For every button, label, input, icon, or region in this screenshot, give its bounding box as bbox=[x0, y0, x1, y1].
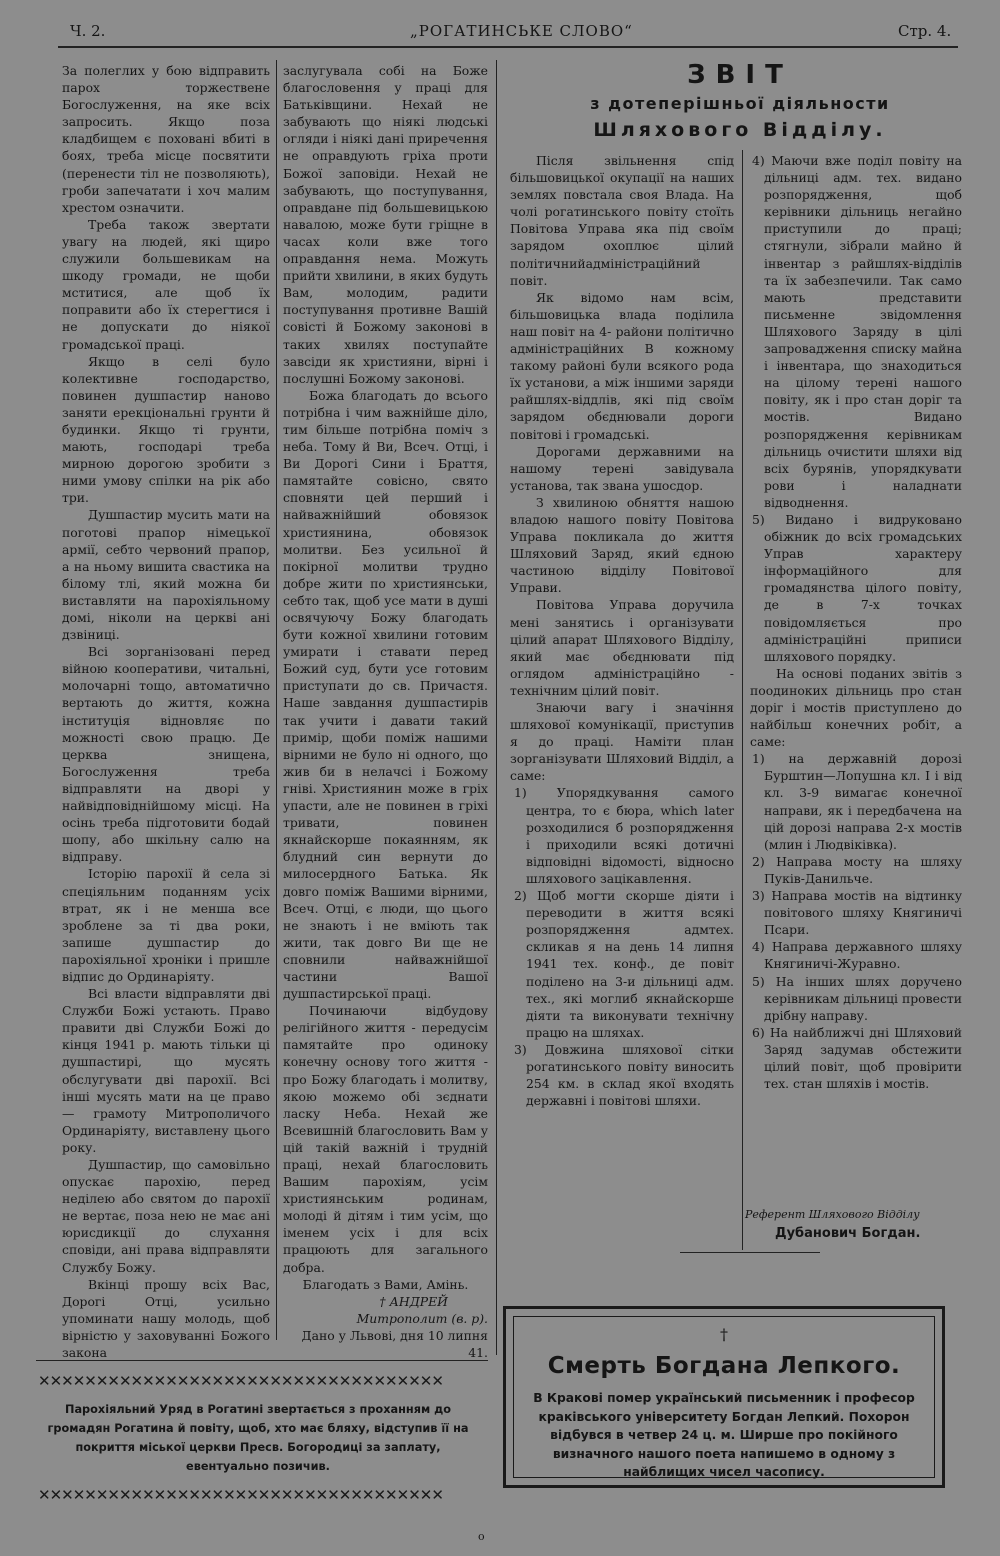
column-divider bbox=[496, 60, 497, 1355]
col4-para: На основі поданих звітів з поодиноких дільниць про стан доріг і мостів приступлено до найбільш конечних робіт, а саме: bbox=[750, 665, 962, 750]
column-2 bbox=[283, 62, 488, 1361]
col3-para: Дорогами державними на нашому терені завідувала установа, так звана ушосдор. bbox=[510, 443, 734, 493]
col3-para: Знаючи вагу і значіння шляхової комунікації, приступив я до праці. Наміти план зорганізувати Шляховий Відділ, а саме: bbox=[510, 700, 734, 784]
col4-work-item: 3) Направа мостів на відтинку повітового шляху Княгиничі Псари. bbox=[752, 888, 962, 938]
section-rule bbox=[680, 1252, 820, 1253]
col3-list-item: 1) Упорядкування самого центра, то є бюра, which later розходилися б розпорядження і приходили всякі дотичні відповідні відомості, відносно шляхового зацікавлення. bbox=[514, 785, 734, 886]
col2-para: Божа благодать до всього потрібна і чим важнійше діло, тим більше потрібна поміч з неба. Тому й Ви, Всеч. Отці, і Ви Дорогі Сини і Браття, памятайте совісно, свято сповняти цей перший і найважнійший обовязок християнина, обовязок молитви. Без усильної й покірної молитви трудно добре жити по християнськи, себто так, щоб усе мати в душі освячуючу Божу благодать бути кожної хвилини готовим умирати і ставати перед Божий суд, бути усе готовим приступати до св. Причастя. Наше завдання душпастирів так учити і давати такий примір, щоби поміж нашими вірними не було ні одного, що жив би в нелачсі і Божому гніві. Християнин може в гріх упасти, але не повинен в гріхі тривати, повинен якнайскорше покаянням, як блудний син вернути до милосердного Батька. Як довго поміж Вашими вірними, Всеч. Отці, є люди, що цього не знають і не вміють так жити, так довго Ви ще не сповнили найважнійшої частини Вашої душпастирської праці. bbox=[283, 387, 488, 1002]
paper-title: „РОГАТИНСЬКЕ СЛОВО“ bbox=[410, 22, 633, 40]
col3-list-item: 3) Довжина шляхової сітки рогатинського повіту виносить 254 км. в склад якої входять державні і повітові шляхи. bbox=[514, 1041, 734, 1109]
ornament-border-top: ✕✕✕✕✕✕✕✕✕✕✕✕✕✕✕✕✕✕✕✕✕✕✕✕✕✕✕✕✕✕✕✕✕✕✕ bbox=[38, 1372, 443, 1390]
cross-icon: † bbox=[720, 1325, 728, 1344]
col1-para: Вкінці прошу всіх Вас, Дорогі Отці, усильно упоминати нашу молодь, щоб вірністю у заховуванні Божого закона bbox=[62, 1276, 270, 1361]
column-4 bbox=[750, 152, 962, 1204]
col1-para: Душпастир мусить мати на поготові прапор німецької армії, себто червоний прапор, а на ньому вишита свастика на білому тлі, який можна би виставляти на парохіяльному домі, ніколи на церкві ані дзвіниці. bbox=[62, 507, 270, 643]
col3-para: Після звільнення спід більшовицької окупації на наших землях повстала своя Влада. На чолі рогатинського повіту стоїть Повітова Управа яка під своїм зарядом охоплює цілий політичнийадміністраційний повіт. bbox=[510, 153, 734, 288]
col4-list-item: 5) Видано і видруковано обіжник до всіх громадських Управ характеру інформаційного для громадянства цілого повіту, де в 7-х точках повідомляється про адміністраційні приписи шляхового порядку. bbox=[752, 511, 962, 664]
col4-list-item: 4) Маючи вже поділ повіту на дільниці адм. тех. видано розпорядження, щоб керівники дільниць негайно приступили до праці; стягнули, зібрали майно й інвентар з райшлях-відділів та їх забезпечили. Так само мають представити письменне звідомлення Шляхового Заряду в цілі запровадження списку майна і інвентара, що знаходиться на цілому терені нашого повіту, як і про стан доріг та мостів. Видано розпорядження керівникам дільниць очистити шляхи від всіх бурянів, упорядкувати рови і наладнати відводнення. bbox=[752, 153, 962, 510]
date-line: Дано у Львові, дня 10 липня 41. bbox=[301, 1327, 488, 1361]
col4-work-item: 2) Направа мосту на шляху Пуків-Данильче. bbox=[752, 853, 962, 886]
col4-work-item: 6) На найближчі дні Шляховий Заряд задумав обстежити цілий повіт, щоб провірити тех. стан шляхів і мостів. bbox=[752, 1024, 962, 1092]
column-1 bbox=[62, 62, 270, 1361]
col1-para: За полеглих у бою відправить парох торжествене Богослуження, на яке всіх запросить. Якщо поза кладбищем є поховані вбиті в боях, треба місце посвятити (перенести тіл не позволяють), гроби запечатати і хоч малим хрестом означити. bbox=[62, 63, 270, 215]
obituary-box bbox=[503, 1306, 945, 1488]
referent-label: Референт Шляхового Відділу bbox=[745, 1208, 920, 1221]
column-divider bbox=[742, 150, 743, 1250]
col1-para: Душпастир, що самовільно опускає парохію, перед неділею або святом до парохії не вертає, поза нею не має ані юрисдикції до слухання сповіди, ані права відправляти Службу Божу. bbox=[62, 1157, 270, 1275]
signature-name: † АНДРЕЙ bbox=[379, 1293, 448, 1309]
column-divider bbox=[276, 60, 277, 1340]
col1-para: Всі власти відправляти дві Служби Божі устають. Право правити дві Служби Божі до кінця 1941 р. мають тільки ці душпастирі, що мусять обслугувати дві парохії. Всі інші мусять мати на це право — грамоту Митрополичого Ординаріяту, виставлену цього року. bbox=[62, 986, 270, 1155]
page-mark: о bbox=[478, 1530, 485, 1543]
column-3 bbox=[510, 152, 734, 1250]
obituary-inner-frame bbox=[513, 1316, 935, 1478]
col4-work-item: 4) Направа державного шляху Княгиничі-Журавно. bbox=[752, 939, 962, 972]
header-rule bbox=[58, 46, 958, 48]
col1-para: Всі зорганізовані перед війною кооперативи, читальні, молочарні тощо, автоматично вертають до життя, кожна інституція відновляє по можності свою працю. Де церква знищена, Богослуження треба відправляти на дворі у найвідповіднійшому місці. На осінь треба підготовити бодай шопу, або шкільну салю на відправу. bbox=[62, 644, 270, 865]
col4-work-item: 1) на державній дорозі Бурштин—Лопушна кл. І і від кл. 3-9 вимагає конечної направи, як і передбачена на цій дорозі направа 2-х мостів (млин і Людвіківка). bbox=[752, 751, 962, 852]
issue-part: Ч. 2. bbox=[70, 22, 106, 40]
ornament-border-bottom: ✕✕✕✕✕✕✕✕✕✕✕✕✕✕✕✕✕✕✕✕✕✕✕✕✕✕✕✕✕✕✕✕✕✕✕ bbox=[38, 1486, 443, 1504]
report-title: ЗВІТ bbox=[687, 60, 793, 90]
appeal-text: Парохіяльний Уряд в Рогатині звертається з проханням до громадян Рогатина й повіту, щоб, хто має бляху, відступив її на покриття міської церкви Пресв. Богородиці за заплату, евентуально позичив. bbox=[47, 1403, 469, 1473]
obituary-text: В Кракові помер український письменник і професор краківського університету Богдан Лепкий. Похорон відбувся в четвер 24 ц. м. Ширше про покійного визначного нашого поета напишемо в одному з найблищих чисел часопису. bbox=[533, 1391, 915, 1479]
report-heading bbox=[520, 60, 960, 141]
col3-para: Повітова Управа доручила мені занятись і організувати цілий апарат Шляхового Відділу, який має обєднювати під оглядом адміністраційно - технічним цілий повіт. bbox=[510, 597, 734, 698]
col1-para: Треба також звертати увагу на людей, які щиро служили большевикам на шкоду громади, не щоби мститися, але щоб їх поправити або їх стерегтися і не допускати до ніякої громадської праці. bbox=[62, 216, 270, 352]
col2-para: заслугувала собі на Боже благословення у праці для Батьківщини. Нехай не забувають що ніякі людські огляди і ніякі дані приречення не оправдують гріха проти Божої заповіди. Нехай не забувають, що поступування, оправдане під большевицькою навалою, може бути гріщне в часах коли вже того оправдання нема. Можуть прийти хвилини, в яких будуть Вам, молодим, радити поступування противне Вашій совісті й Божому законові в таких хвилях поступайте завсіди як християни, вірні і послушні Божому законові. bbox=[283, 63, 488, 386]
col1-para: Якщо в селі було колективне господарство, повинен душпастир наново заняти ерекціональні грунти й будинки. Якщо ті грунти, мають, господарі треба мирною дорогою зробити з ними умову спілки на рік або три. bbox=[62, 353, 270, 506]
col2-para: Починаючи відбудову релігійного життя - передусім памятайте про одиноку конечну основу того життя - про Божу благодать і молитву, якою можемо обі зєднати ласку Неба. Нехай же Всевишній благословить Вам у цій такій важній і трудній праці, нехай благословить Вашим парохіям, усім християнським родинам, молоді й дітям і тим усім, що іменем усіх і для всіх працюють для загального добра. bbox=[283, 1003, 488, 1275]
referent-name: Дубанович Богдан. bbox=[775, 1226, 921, 1241]
page-number: Стр. 4. bbox=[898, 22, 952, 40]
signature-title: Митрополит (в. р). bbox=[356, 1310, 488, 1326]
report-subtitle: з дотеперішньої діяльности bbox=[590, 94, 890, 113]
col3-list-item: 2) Щоб могти скорше діяти і переводити в життя всякі розпорядження адмтех. скликав я на день 14 липня 1941 тех. конф., де повіт поділено на 3-и дільниці адм. тех., які моглиб якнайскорше діяти та виконувати технічну працю на шляхах. bbox=[514, 888, 734, 1040]
col3-para: З хвилиною обняття нашою владою нашого повіту Повітова Управа покликала до життя Шляховий Заряд, який єдною частиною відділу Повітової Управи. bbox=[510, 494, 734, 596]
col4-work-item: 5) На інших шлях доручено керівникам дільниці провести дрібну направу. bbox=[752, 973, 962, 1023]
obituary-title: Смерть Богдана Лепкого. bbox=[547, 1353, 901, 1379]
col3-para: Як відомо нам всім, більшовицька влада поділила наш повіт на 4- райони політично адміністраційних В кожному такому районі були всякого рода їх установи, а між іншими заряди райшлях-віддлів, які під своїм зарядом обєднювали дороги повітові і громадські. bbox=[510, 289, 734, 442]
blessing: Благодать з Вами, Амінь. bbox=[302, 1276, 469, 1292]
report-department: Шляхового Відділу. bbox=[593, 119, 887, 141]
col1-para: Історію парохії й села зі спеціяльним поданням усіх втрат, як і не менша все зроблене за ті два роки, запише душпастир до парохіяльної хроніки і пришле відпис до Ординаріяту. bbox=[62, 866, 270, 984]
section-rule bbox=[36, 1360, 488, 1361]
